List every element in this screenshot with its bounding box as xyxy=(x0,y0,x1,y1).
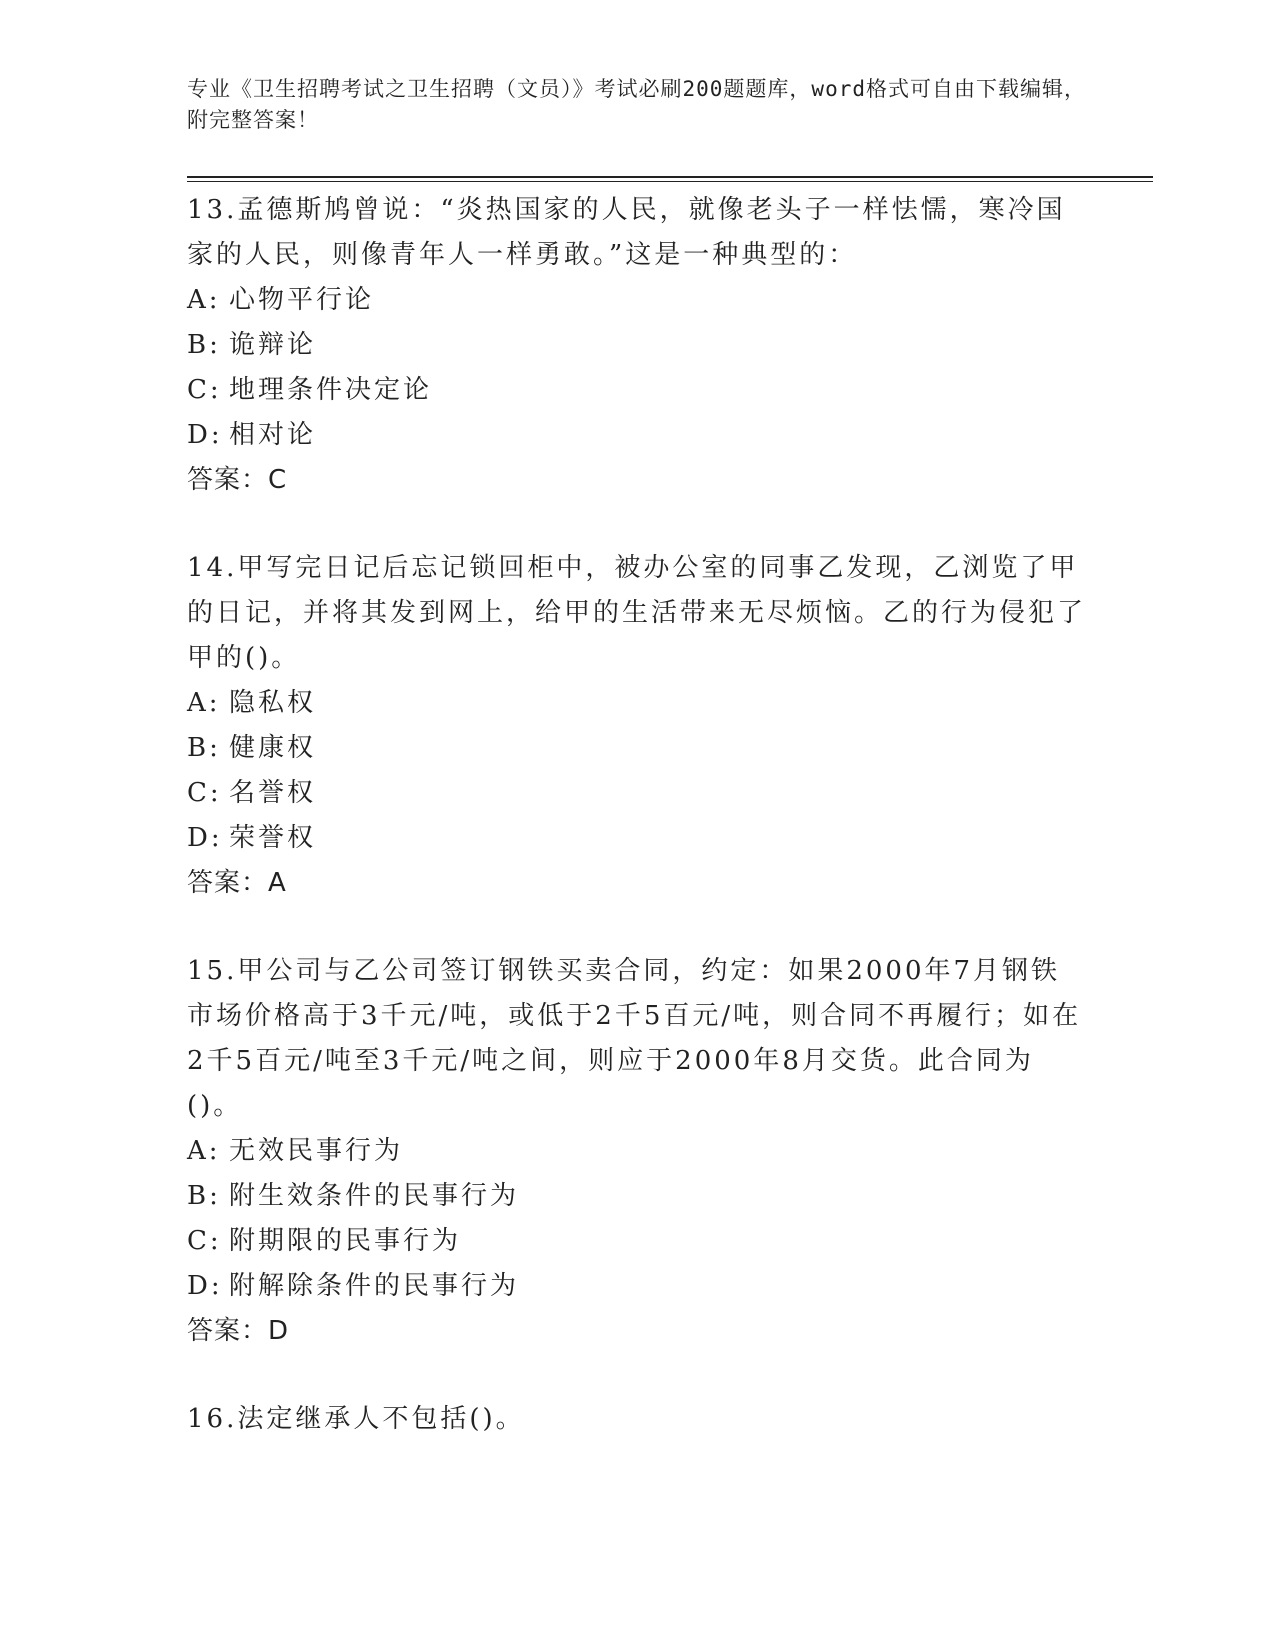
answer-line: 答案：C xyxy=(187,465,288,495)
option-d xyxy=(187,413,1087,458)
option-letter: D: xyxy=(187,420,223,450)
option-letter: D: xyxy=(187,1271,223,1301)
option-text: 地理条件决定论 xyxy=(229,375,433,405)
option-text: 心物平行论 xyxy=(229,285,375,315)
option-b xyxy=(187,1174,1087,1219)
option-letter: B: xyxy=(187,733,221,763)
question-13 xyxy=(187,188,1087,503)
option-letter: A: xyxy=(187,285,221,315)
question-text: 16.法定继承人不包括()。 xyxy=(187,1404,525,1434)
option-text: 诡辩论 xyxy=(229,330,317,360)
option-a xyxy=(187,278,1087,323)
document-header: 专业《卫生招聘考试之卫生招聘（文员）》考试必刷200题题库，word格式可自由下载编辑，附完整答案！ xyxy=(187,77,1086,132)
question-14 xyxy=(187,546,1087,906)
question-text: 15.甲公司与乙公司签订钢铁买卖合同，约定：如果2000年7月钢铁市场价格高于3千元/吨，或低于2千5百元/吨，则合同不再履行；如在2千5百元/吨至3千元/吨之间，则应于2000年8月交货。此合同为()。 xyxy=(187,956,1082,1121)
question-text: 14.甲写完日记后忘记锁回柜中，被办公室的同事乙发现，乙浏览了甲的日记，并将其发到网上，给甲的生活带来无尽烦恼。乙的行为侵犯了甲的()。 xyxy=(187,553,1087,673)
option-text: 相对论 xyxy=(229,420,317,450)
option-letter: C: xyxy=(187,1226,222,1256)
header-divider-thin xyxy=(187,181,1153,182)
option-b xyxy=(187,726,1087,771)
option-a xyxy=(187,681,1087,726)
answer-line: 答案：A xyxy=(187,868,287,898)
option-text: 名誉权 xyxy=(229,778,317,808)
option-c xyxy=(187,368,1087,413)
option-text: 附生效条件的民事行为 xyxy=(229,1181,520,1211)
option-letter: A: xyxy=(187,688,221,718)
option-d xyxy=(187,1264,1087,1309)
option-b xyxy=(187,323,1087,368)
option-text: 附期限的民事行为 xyxy=(229,1226,462,1256)
question-list xyxy=(187,188,1087,1485)
option-text: 无效民事行为 xyxy=(229,1136,404,1166)
question-15 xyxy=(187,949,1087,1354)
option-letter: B: xyxy=(187,1181,221,1211)
option-letter: A: xyxy=(187,1136,221,1166)
option-c xyxy=(187,1219,1087,1264)
option-text: 荣誉权 xyxy=(229,823,317,853)
option-a xyxy=(187,1129,1087,1174)
option-c xyxy=(187,771,1087,816)
option-letter: B: xyxy=(187,330,221,360)
question-16 xyxy=(187,1397,1087,1442)
option-d xyxy=(187,816,1087,861)
option-text: 隐私权 xyxy=(229,688,317,718)
option-letter: C: xyxy=(187,778,222,808)
option-text: 健康权 xyxy=(229,733,317,763)
question-text: 13.孟德斯鸠曾说：“炎热国家的人民，就像老头子一样怯懦，寒冷国家的人民，则像青年人一样勇敢。”这是一种典型的： xyxy=(187,195,1066,270)
answer-line: 答案：D xyxy=(187,1316,290,1346)
option-letter: D: xyxy=(187,823,223,853)
option-letter: C: xyxy=(187,375,222,405)
header-divider-thick xyxy=(187,176,1153,178)
option-text: 附解除条件的民事行为 xyxy=(229,1271,520,1301)
